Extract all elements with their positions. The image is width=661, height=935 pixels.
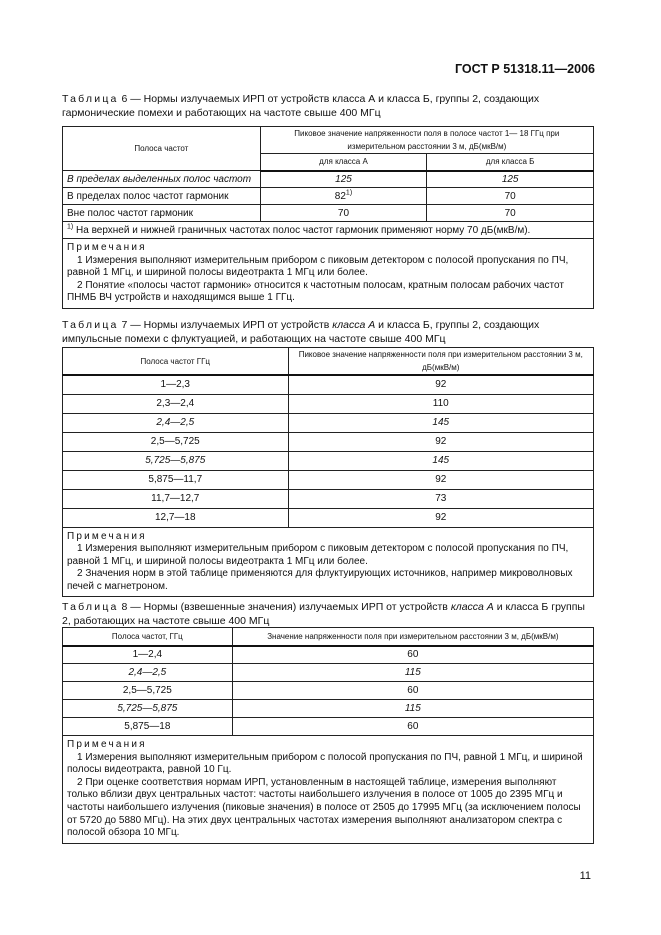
table-row xyxy=(63,682,594,700)
document-id: ГОСТ Р 51318.11—2006 xyxy=(454,62,595,76)
table-row xyxy=(63,451,594,470)
table-row xyxy=(63,205,594,222)
table6 xyxy=(62,126,594,309)
table7-row6-band: 11,7—12,7 xyxy=(63,489,289,508)
table7-row2-band: 2,4—2,5 xyxy=(63,413,289,432)
table7-row5-band: 5,875—11,7 xyxy=(63,470,289,489)
table7-row3-band: 2,5—5,725 xyxy=(63,432,289,451)
table7-row6-value: 73 xyxy=(288,489,593,508)
table6-col-group-header: Пиковое значение напряженности поля в полосе частот 1— 18 ГГц при измерительном расстоянии 3 м, дБ(мкВ/м) xyxy=(260,127,593,154)
table-row xyxy=(63,432,594,451)
table8-caption-label: Таблица xyxy=(62,601,119,613)
table7-caption-italic: класса А xyxy=(332,319,376,331)
table6-row0-b: 125 xyxy=(427,171,594,188)
table-row xyxy=(63,413,594,432)
table7-caption-pre: 7 — Нормы излучаемых ИРП от устройств xyxy=(118,319,333,331)
table7-row0-band: 1—2,3 xyxy=(63,375,289,394)
table7-caption-post: и класса Б, группы 2, создающих импульсные помехи с флуктуацией, и работающих на частоте свыше 400 МГц xyxy=(62,319,540,345)
table8-note-1: 1 Измерения выполняют измерительным прибором с полосой пропускания по ПЧ, равной 1 МГц, и шириной полосы видеотракта, равной 10 Гц. xyxy=(67,751,583,776)
table8-caption xyxy=(62,600,594,628)
table7-row1-band: 2,3—2,4 xyxy=(63,394,289,413)
footnote-ref: 1) xyxy=(345,189,353,197)
table7-row2-value: 145 xyxy=(288,413,593,432)
table7 xyxy=(62,347,594,597)
table7-note-1: 1 Измерения выполняют измерительным прибором с пиковым детектором с полосой пропускания по ПЧ, равной 1 МГц, и шириной полосы видеотракта 1 МГц или более. xyxy=(67,543,569,567)
table7-row4-value: 145 xyxy=(288,451,593,470)
table8-row4-value: 60 xyxy=(232,718,593,736)
table-row xyxy=(63,718,594,736)
table7-notes xyxy=(63,527,594,597)
table8-note-2: 2 При оценке соответствия нормам ИРП, установленным в настоящей таблице, измерения выполняют только вблизи двух центральных частот: частоты наибольшего излучения в полосе от 1005 до 2395 МГц и частоты наибольшего излучения (пиковые значения) в полосе от 2505 до 17995 МГц (за исключением полосы от 5720 до 5880 МГц). На этих двух центральных частотах измерения выполняют анализатором спектра с полосой обзора 10 МГц. xyxy=(67,776,581,839)
table7-note-2: 2 Значения норм в этой таблице применяются для флуктуирующих источников, например микроволновых печей с магнетроном. xyxy=(67,568,573,592)
table-row xyxy=(63,171,594,188)
table6-footnote-text: На верхней и нижней граничных частотах полос частот гармоник применяют норму 70 дБ(мкВ/м). xyxy=(73,224,531,236)
table6-footnote-mark: 1) xyxy=(67,223,74,231)
table7-caption xyxy=(62,318,594,346)
table-row xyxy=(63,700,594,718)
table6-row2-band: Вне полос частот гармоник xyxy=(63,205,261,222)
table8-row1-band: 2,4—2,5 xyxy=(63,664,233,682)
table8-row0-value: 60 xyxy=(232,646,593,664)
table8 xyxy=(62,627,594,844)
table6-row0-a: 125 xyxy=(260,171,427,188)
table8-row4-band: 5,875—18 xyxy=(63,718,233,736)
page-number: 11 xyxy=(579,870,591,882)
table7-col2-header: Пиковое значение напряженности поля при измерительном расстоянии 3 м, дБ(мкВ/м) xyxy=(288,348,593,376)
table8-caption-pre: 8 — Нормы (взвешенные значения) излучаемых ИРП от устройств xyxy=(118,601,451,613)
table-row xyxy=(63,394,594,413)
table7-row4-band: 5,725—5,875 xyxy=(63,451,289,470)
table-row xyxy=(63,470,594,489)
table7-caption-label: Таблица xyxy=(62,319,119,331)
table7-row7-band: 12,7—18 xyxy=(63,508,289,527)
table6-caption-label: Таблица xyxy=(62,93,119,105)
table6-row1-a-value: 82 xyxy=(334,190,346,202)
table7-col1-header: Полоса частот ГГц xyxy=(63,348,289,376)
table6-sub-a: для класса А xyxy=(260,154,427,171)
table6-row1-b: 70 xyxy=(427,188,594,205)
table6-footnote xyxy=(63,222,594,239)
table8-row1-value: 115 xyxy=(232,664,593,682)
table6-row0-band: В пределах выделенных полос частот xyxy=(63,171,261,188)
table8-row3-band: 5,725—5,875 xyxy=(63,700,233,718)
table6-row2-a: 70 xyxy=(260,205,427,222)
table-row xyxy=(63,489,594,508)
table8-notes-heading: Примечания xyxy=(67,739,147,750)
table6-row2-b: 70 xyxy=(427,205,594,222)
table-row xyxy=(63,646,594,664)
table8-row2-band: 2,5—5,725 xyxy=(63,682,233,700)
table8-row2-value: 60 xyxy=(232,682,593,700)
table6-row1-band: В пределах полос частот гармоник xyxy=(63,188,261,205)
table7-row3-value: 92 xyxy=(288,432,593,451)
table6-sub-b: для класса Б xyxy=(427,154,594,171)
table7-notes-heading: Примечания xyxy=(67,530,147,542)
table6-caption-text: 6 — Нормы излучаемых ИРП от устройств класса А и класса Б, группы 2, создающих гармонические помехи и работающих на частоте свыше 400 МГц xyxy=(62,93,540,119)
table7-row1-value: 110 xyxy=(288,394,593,413)
table6-row1-a xyxy=(260,188,427,205)
table6-notes-heading: Примечания xyxy=(67,242,147,253)
table7-row7-value: 92 xyxy=(288,508,593,527)
table6-note-1: 1 Измерения выполняют измерительным прибором с пиковым детектором с полосой пропускания по ПЧ, равной 1 МГц, и шириной полосы видеотракта 1 МГц или более. xyxy=(67,254,569,279)
table7-row5-value: 92 xyxy=(288,470,593,489)
table-row xyxy=(63,508,594,527)
table6-caption xyxy=(62,92,594,120)
table8-caption-italic: класса А xyxy=(450,601,494,613)
table8-notes xyxy=(63,736,594,844)
table8-col2-header: Значение напряженности поля при измерительном расстоянии 3 м, дБ(мкВ/м) xyxy=(232,628,593,646)
table8-row0-band: 1—2,4 xyxy=(63,646,233,664)
table8-col1-header: Полоса частот, ГГц xyxy=(63,628,233,646)
table6-notes xyxy=(63,239,594,309)
table6-note-2: 2 Понятие «полосы частот гармоник» относится к частотным полосам, кратным полосам рабочих частот ПНМБ ВЧ устройств и находящимся выше 1 ГГц. xyxy=(67,279,564,304)
table-row xyxy=(63,375,594,394)
table7-row0-value: 92 xyxy=(288,375,593,394)
table6-col1-header: Полоса частот xyxy=(63,127,261,171)
table8-row3-value: 115 xyxy=(232,700,593,718)
table-row xyxy=(63,188,594,205)
table-row xyxy=(63,664,594,682)
table8-caption-post: и класса Б группы 2, работающих на частоте свыше 400 МГц xyxy=(62,601,585,627)
